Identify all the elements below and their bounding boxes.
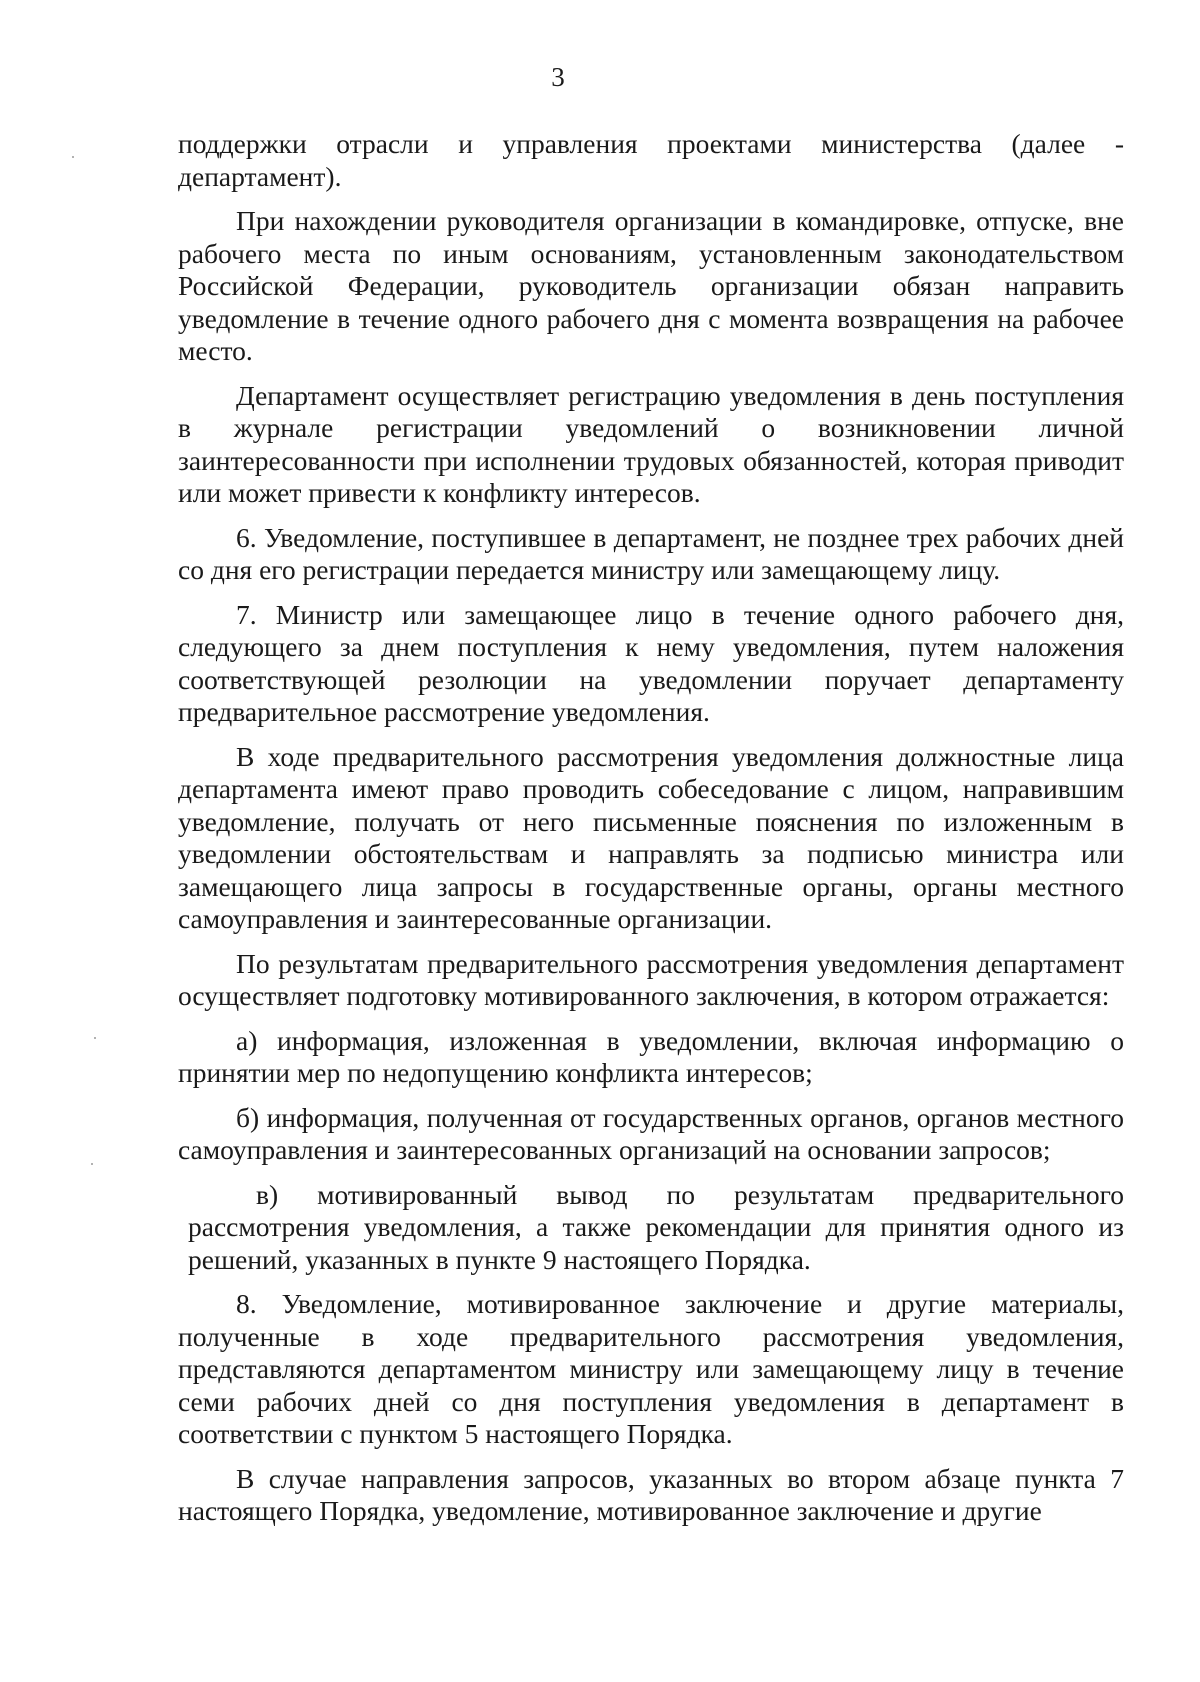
paragraph-preliminary-review: В ходе предварительного рассмотрения уведомления должностные лица департамента имеют право проводить собеседование с лицом, направившим уведомление, получать от него письменные пояснения по изложенным в уведомлении обстоятельствам и направлять за подписью министра или замещающего лица запросы в государственные органы, органы местного самоуправления и заинтересованные организации. <box>178 740 1124 934</box>
scan-speck <box>94 1037 96 1039</box>
paragraph-registration: Департамент осуществляет регистрацию уведомления в день поступления в журнале регистрации уведомлений о возникновении личной заинтересованности при исполнении трудовых обязанностей, которая приводит или может привести к конфликту интересов. <box>178 379 1124 508</box>
paragraph-review-results: По результатам предварительного рассмотрения уведомления департамент осуществляет подготовку мотивированного заключения, в котором отражается: <box>178 947 1124 1011</box>
scan-speck <box>72 156 74 158</box>
paragraph-item-8: 8. Уведомление, мотивированное заключение и другие материалы, полученные в ходе предварительного рассмотрения уведомления, представляются департаментом министру или замещающему лицу в течение семи рабочих дней со дня поступления уведомления в департамент в соответствии с пунктом 5 настоящего Порядка. <box>178 1288 1124 1449</box>
paragraph-subitem-v: в) мотивированный вывод по результатам предварительного рассмотрения уведомления, а также рекомендации для принятия одного из решений, указанных в пункте 9 настоящего Порядка. <box>188 1178 1124 1275</box>
paragraph-subitem-b: б) информация, полученная от государственных органов, органов местного самоуправления и заинтересованных организаций на основании запросов; <box>178 1101 1124 1165</box>
paragraph-subitem-a: а) информация, изложенная в уведомлении, включая информацию о принятии мер по недопущению конфликта интересов; <box>178 1024 1124 1088</box>
paragraph-item-6: 6. Уведомление, поступившее в департамент, не позднее трех рабочих дней со дня его регистрации передается министру или замещающему лицу. <box>178 521 1124 585</box>
paragraph-requests-case: В случае направления запросов, указанных во втором абзаце пункта 7 настоящего Порядка, уведомление, мотивированное заключение и другие <box>178 1462 1124 1526</box>
paragraph-item-7: 7. Министр или замещающее лицо в течение одного рабочего дня, следующего за днем поступления к нему уведомления, путем наложения соответствующей резолюции на уведомлении поручает департаменту предварительное рассмотрение уведомления. <box>178 598 1124 727</box>
paragraph-manager-absence: При нахождении руководителя организации в командировке, отпуске, вне рабочего места по иным основаниям, установленным законодательством Российской Федерации, руководитель организации обязан направить уведомление в течение одного рабочего дня с момента возвращения на рабочее место. <box>178 205 1124 366</box>
scan-speck <box>91 1163 93 1165</box>
paragraph-continuation: поддержки отрасли и управления проектами министерства (далее - департамент). <box>178 128 1124 192</box>
page-number: 3 <box>551 62 565 92</box>
document-body <box>178 128 1124 1540</box>
